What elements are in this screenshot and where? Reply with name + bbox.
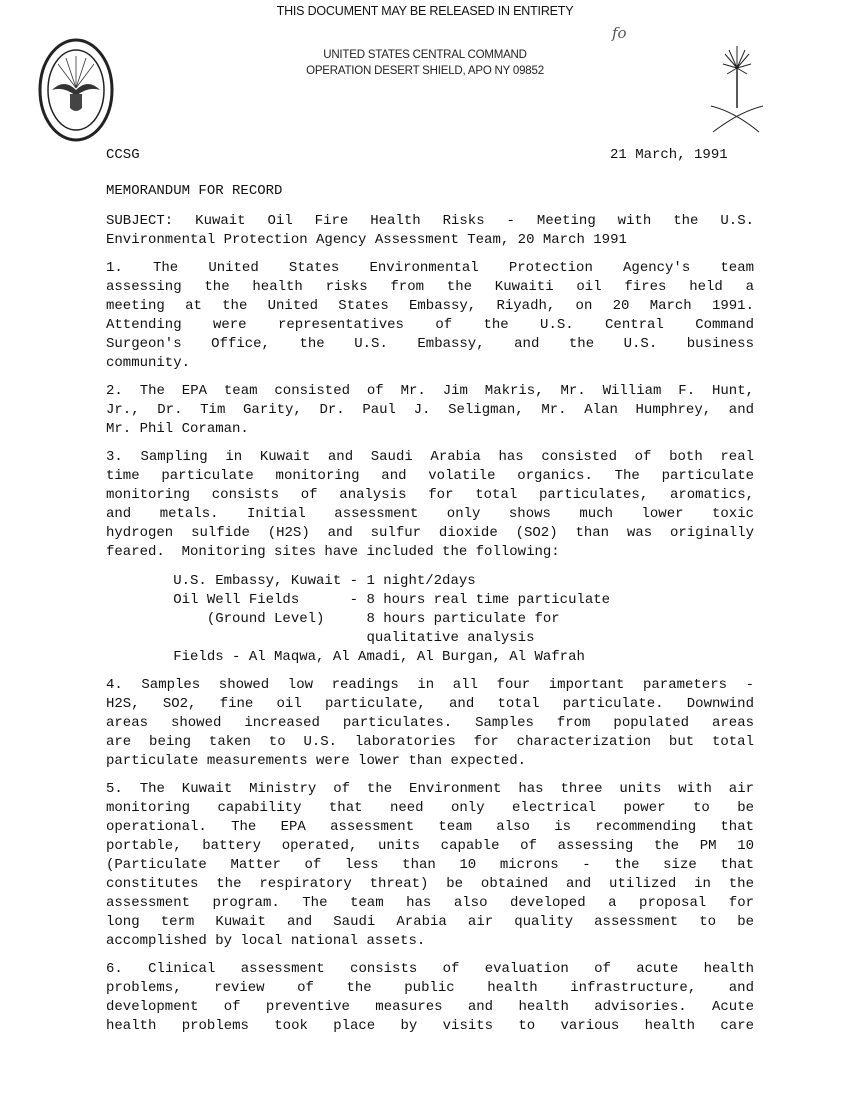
paragraph-line: 6. Clinical assessment consists of evaluation of acute health [106, 961, 754, 977]
paragraph-line: Jr., Dr. Tim Garity, Dr. Paul J. Seligman, Mr. Alan Humphrey, and [106, 402, 754, 418]
paragraph-gap [106, 439, 754, 448]
paragraph-line: time particulate monitoring and volatile organics. The particulate [106, 468, 754, 484]
paragraph-line: 3. Sampling in Kuwait and Saudi Arabia has consisted of both real [106, 449, 754, 465]
paragraph-line: (Particulate Matter of less than 10 microns - the size that [106, 857, 754, 873]
memo-body [106, 212, 754, 1045]
paragraph-line: portable, battery operated, units capable of assessing the PM 10 [106, 838, 754, 854]
monitoring-site-line: Oil Well Fields - 8 hours real time particulate [106, 592, 611, 608]
paragraph-line: constitutes the respiratory threat) be obtained and utilized in the [106, 876, 754, 892]
paragraph-line: assessing the health risks from the Kuwaiti oil fires held a [106, 279, 754, 295]
paragraph-line: 4. Samples showed low readings in all four important parameters - [106, 677, 754, 693]
paragraph-gap [106, 667, 754, 676]
paragraph-line: particulate measurements were lower than expected. [106, 753, 527, 769]
monitoring-site-line: (Ground Level) 8 hours particulate for [106, 611, 560, 627]
memo-heading: MEMORANDUM FOR RECORD [106, 183, 283, 199]
paragraph-line: health problems took place by visits to various health care [106, 1018, 754, 1034]
paragraph-line: monitoring consists of analysis for total particulates, aromatics, [106, 487, 754, 503]
paragraph-line: areas showed increased particulates. Samples from populated areas [106, 715, 754, 731]
paragraph-line: and metals. Initial assessment only shows much lower toxic [106, 506, 754, 522]
monitoring-site-line: Fields - Al Maqwa, Al Amadi, Al Burgan, Al Wafrah [106, 649, 585, 665]
saudi-emblem-logo [705, 40, 765, 135]
paragraph-line: hydrogen sulfide (H2S) and sulfur dioxide (SO2) than was originally [106, 525, 754, 541]
subject-line: SUBJECT: Kuwait Oil Fire Health Risks - Meeting with the U.S. [106, 213, 754, 229]
office-symbol: CCSG [106, 147, 140, 163]
paragraph-line: Attending were representatives of the U.S. Central Command [106, 317, 754, 333]
paragraph-line: community. [106, 355, 191, 371]
handwritten-note: fo [612, 24, 627, 42]
paragraph-line: are being taken to U.S. laboratories for characterization but total [106, 734, 754, 750]
paragraph-line: 1. The United States Environmental Protection Agency's team [106, 260, 754, 276]
paragraph-line: long term Kuwait and Saudi Arabia air quality assessment to be [106, 914, 754, 930]
paragraph-gap [106, 1036, 754, 1045]
paragraph-line: problems, review of the public health infrastructure, and [106, 980, 754, 996]
memo-date: 21 March, 1991 [610, 147, 728, 163]
paragraph-gap [106, 951, 754, 960]
monitoring-site-line: qualitative analysis [106, 630, 535, 646]
paragraph-line: Surgeon's Office, the U.S. Embassy, and the U.S. business [106, 336, 754, 352]
paragraph-line: assessment program. The team has also developed a proposal for [106, 895, 754, 911]
letterhead-address: OPERATION DESERT SHIELD, APO NY 09852 [306, 65, 544, 77]
subject-line: Environmental Protection Agency Assessment Team, 20 March 1991 [106, 232, 627, 248]
letterhead-org: UNITED STATES CENTRAL COMMAND [323, 49, 527, 61]
paragraph-gap [106, 373, 754, 382]
paragraph-line: Mr. Phil Coraman. [106, 421, 249, 437]
paragraph-line: 5. The Kuwait Ministry of the Environment has three units with air [106, 781, 754, 797]
paragraph-gap [106, 250, 754, 259]
paragraph-line: H2S, SO2, fine oil particulate, and total particulate. Downwind [106, 696, 754, 712]
paragraph-line: meeting at the United States Embassy, Riyadh, on 20 March 1991. [106, 298, 754, 314]
monitoring-site-line: U.S. Embassy, Kuwait - 1 night/2days [106, 573, 476, 589]
paragraph-line: 2. The EPA team consisted of Mr. Jim Makris, Mr. William F. Hunt, [106, 383, 754, 399]
paragraph-line: feared. Monitoring sites have included the following: [106, 544, 560, 560]
release-stamp: THIS DOCUMENT MAY BE RELEASED IN ENTIRETY [276, 4, 574, 18]
paragraph-line: monitoring capability that need only electrical power to be [106, 800, 754, 816]
paragraph-gap [106, 771, 754, 780]
paragraph-line: development of preventive measures and health advisories. Acute [106, 999, 754, 1015]
paragraph-line: accomplished by local national assets. [106, 933, 426, 949]
paragraph-line: operational. The EPA assessment team also is recommending that [106, 819, 754, 835]
